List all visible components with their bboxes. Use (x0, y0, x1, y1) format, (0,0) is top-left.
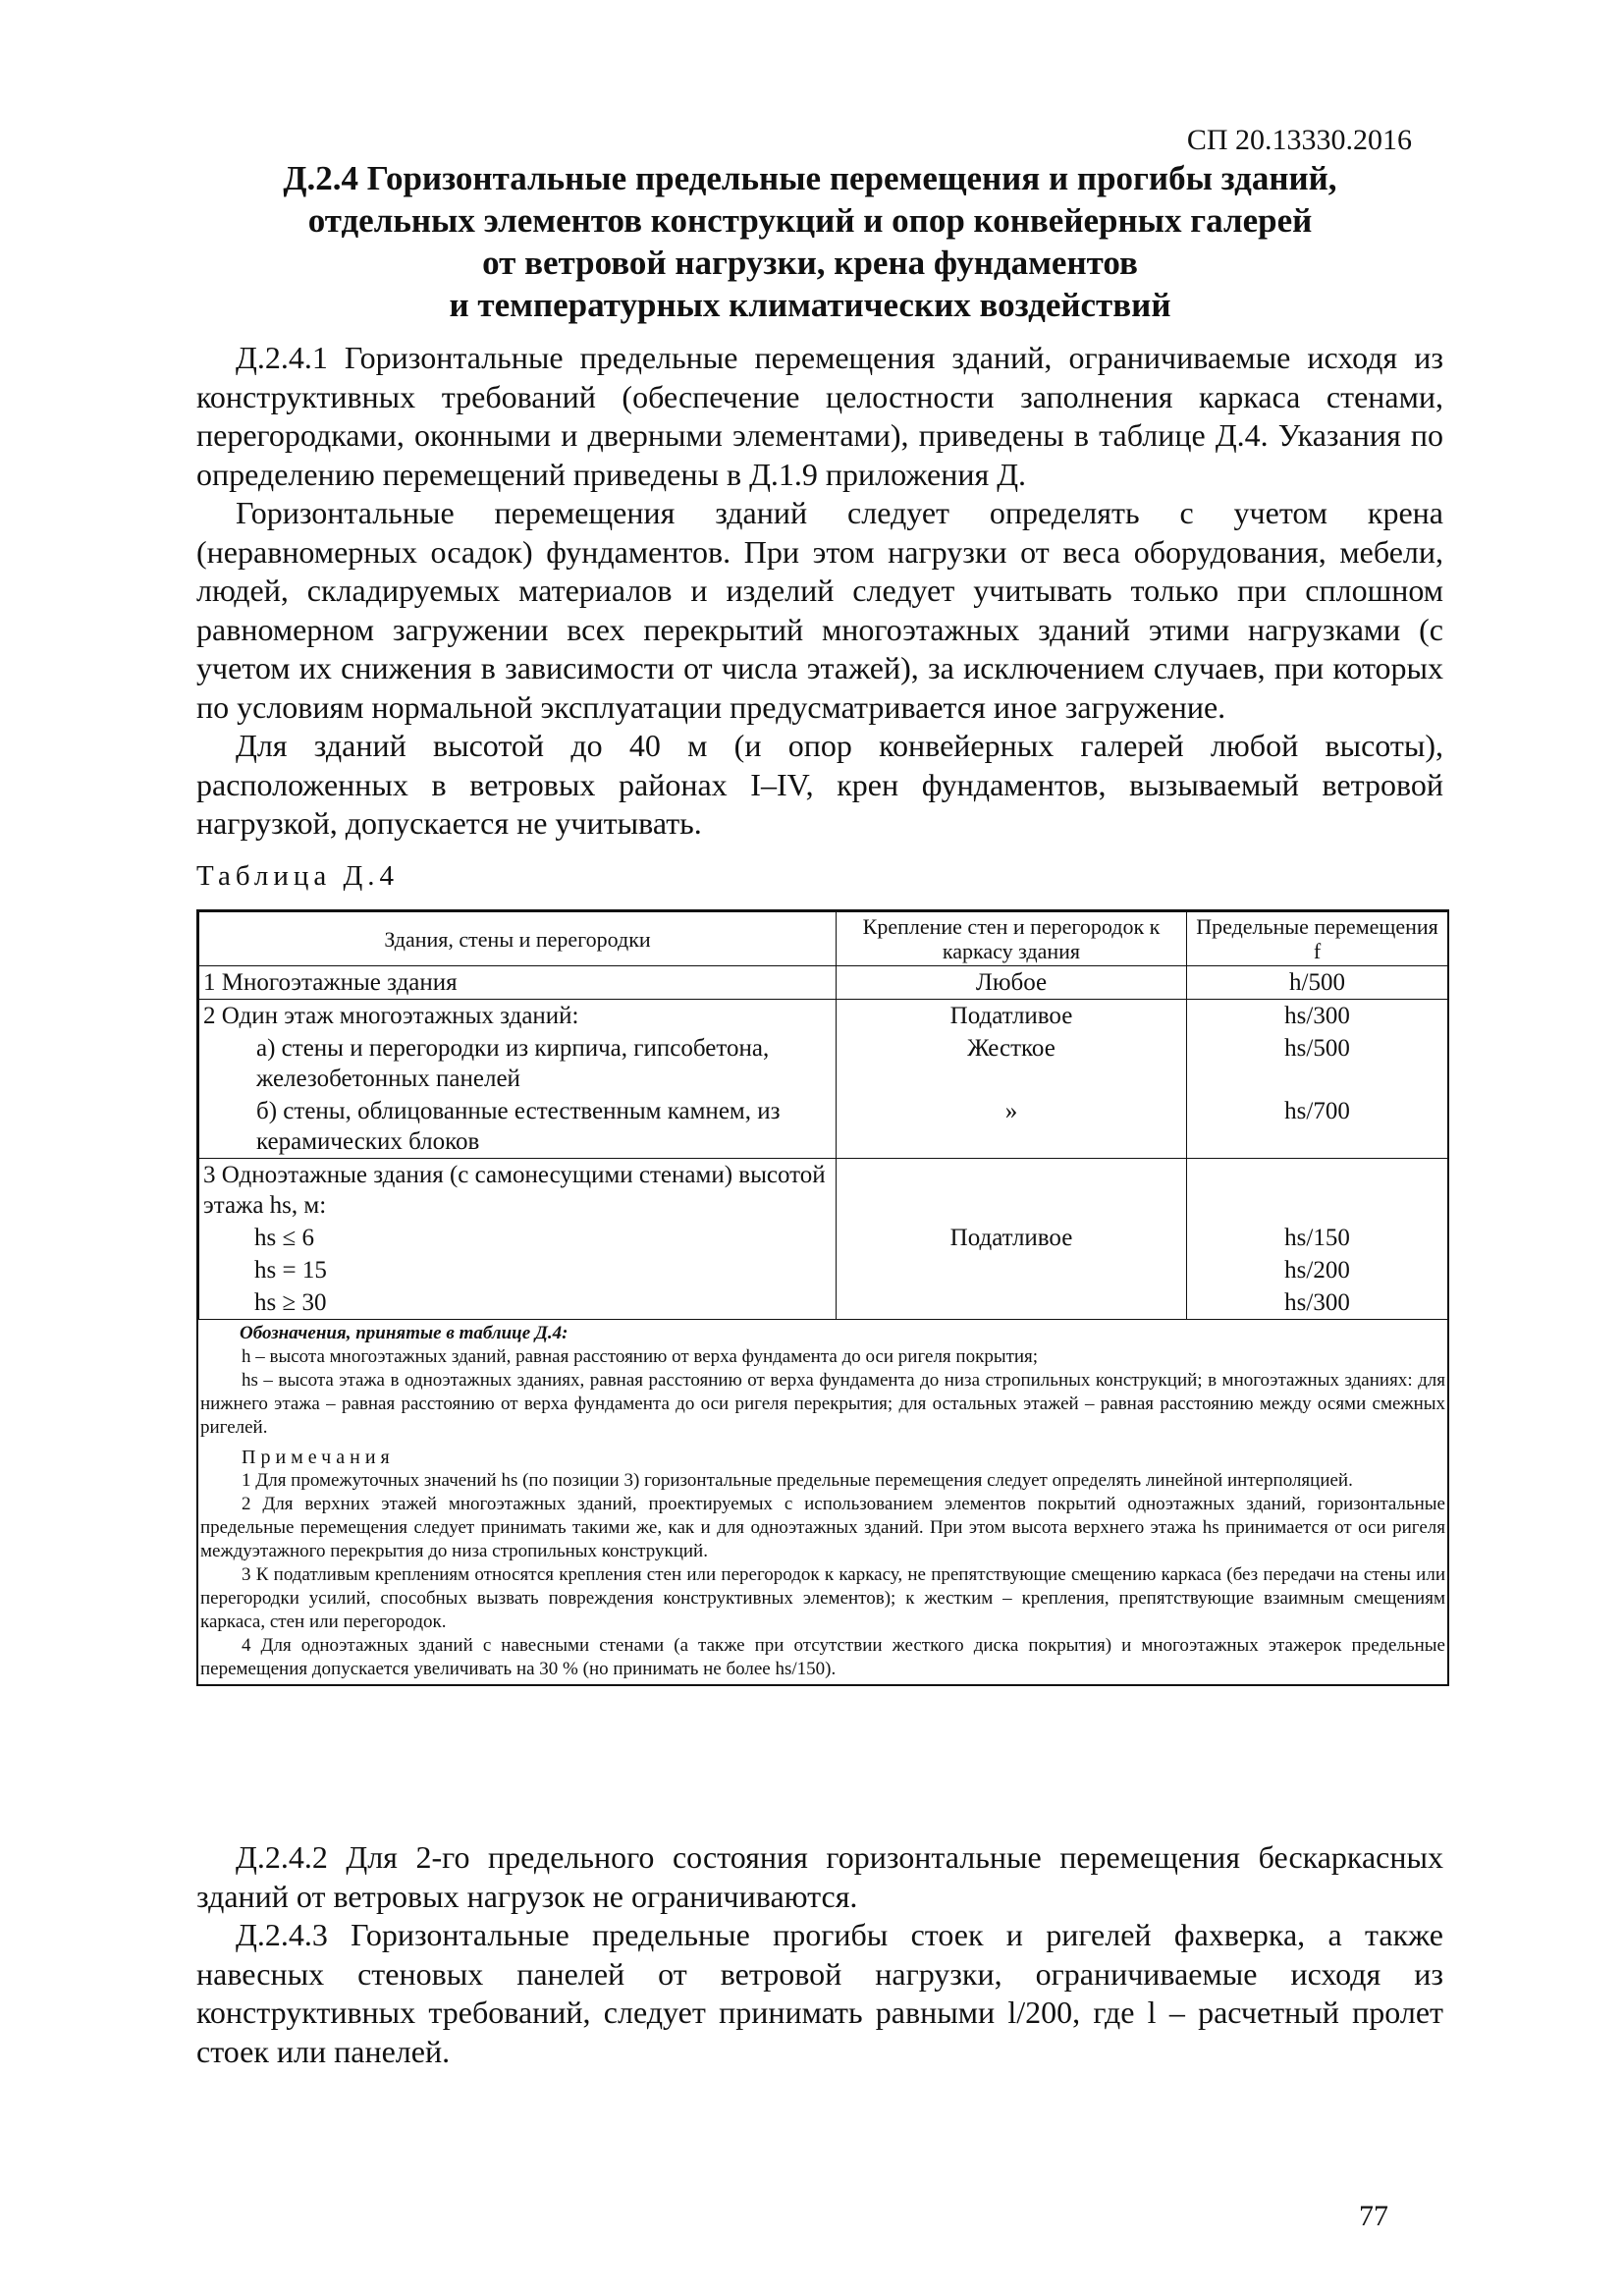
paragraph: Горизонтальные перемещения зданий следует определять с учетом крена (неравномерных осадок) фундаментов. При этом нагрузки от веса оборудования, мебели, людей, складируемых материалов и изделий следует учитывать только при сплошном равномерном загружении всех перекрытий многоэтажных зданий этими нагрузками (с учетом их снижения в зависимости от числа этажей), за исключением случаев, при которых по условиям нормальной эксплуатации предусматривается иное загружение. (196, 495, 1443, 725)
after-table-text (196, 1838, 1443, 2071)
table-cell (199, 1095, 837, 1159)
table-cell: hs/150 (1187, 1222, 1448, 1254)
table-header-row (199, 912, 1448, 966)
heading-line: и температурных климатических воздействий (449, 286, 1171, 324)
table-grid (198, 911, 1448, 1320)
legend-title: Обозначения, принятые в таблице Д.4: (240, 1323, 568, 1343)
table-cell (199, 1254, 837, 1286)
table-cell: 3 Одноэтажные здания (с самонесущими стенами) высотой этажа hs, м: (199, 1159, 837, 1223)
table-cell: Податливое (837, 1000, 1187, 1033)
table-row (199, 966, 1448, 1000)
table-cell (837, 1159, 1187, 1223)
table-cell: 1 Многоэтажные здания (199, 966, 837, 1000)
table-cell: » (837, 1095, 1187, 1159)
col-header: Предельные перемещения f (1187, 912, 1448, 966)
table-row (199, 1032, 1448, 1095)
table-cell: hs/500 (1187, 1032, 1448, 1095)
table-row (199, 1254, 1448, 1286)
notes-title: Примечания (242, 1447, 395, 1468)
note-item: 4 Для одноэтажных зданий с навесными стенами (а также при отсутствии жесткого диска покрытия) и многоэтажных этажерок предельные перемещения допускается увеличивать на 30 % (но принимать не более hs/150). (200, 1635, 1445, 1679)
table-row (199, 1286, 1448, 1320)
document-code: СП 20.13330.2016 (1186, 124, 1412, 156)
table-cell: Податливое (837, 1222, 1187, 1254)
table-cell: 2 Один этаж многоэтажных зданий: (199, 1000, 837, 1033)
table-cell: hs/700 (1187, 1095, 1448, 1159)
table-row (199, 1222, 1448, 1254)
body-text (196, 339, 1443, 844)
table-cell (1187, 1159, 1448, 1223)
table-cell: hs/200 (1187, 1254, 1448, 1286)
page-number: 77 (1359, 2200, 1388, 2232)
row-text: hs ≥ 30 (254, 1289, 327, 1316)
col-header: Крепление стен и перегородок к каркасу здания (837, 912, 1187, 966)
row-text: hs ≤ 6 (254, 1225, 314, 1251)
table-caption: Таблица Д.4 (196, 860, 400, 892)
heading-line: от ветровой нагрузки, крена фундаментов (482, 244, 1138, 282)
row-text: hs = 15 (254, 1257, 327, 1284)
note-item: 3 К податливым креплениям относятся крепления стен или перегородок к каркасу, не препятствующие смещению каркаса (без передачи на стены или перегородки усилий, способных вызвать повреждения конструктивных элементов); к жестким – крепления, препятствующие взаимным смещениям каркаса, стен или перегородок. (200, 1564, 1445, 1632)
table-cell: Жесткое (837, 1032, 1187, 1095)
table-cell: Любое (837, 966, 1187, 1000)
legend-item: h – высота многоэтажных зданий, равная расстоянию от верха фундамента до оси ригеля покрытия; (242, 1346, 1039, 1367)
table-cell (199, 1032, 837, 1095)
table-d4 (196, 909, 1449, 1686)
table-cell (837, 1254, 1187, 1286)
row-text: б) стены, облицованные естественным камнем, из керамических блоков (256, 1098, 781, 1155)
table-row (199, 1159, 1448, 1223)
paragraph: Д.2.4.2 Для 2-го предельного состояния горизонтальные перемещения бескаркасных зданий от ветровых нагрузок не ограничиваются. (196, 1839, 1443, 1914)
row-text: а) стены и перегородки из кирпича, гипсобетона, железобетонных панелей (256, 1035, 770, 1092)
table-cell (199, 1286, 837, 1320)
paragraph: Д.2.4.1 Горизонтальные предельные перемещения зданий, ограничиваемые исходя из конструктивных требований (обеспечение целостности заполнения каркаса стенами, перегородками, оконными и дверными элементами), приведены в таблице Д.4. Указания по определению перемещений приведены в Д.1.9 приложения Д. (196, 340, 1443, 492)
note-item: 1 Для промежуточных значений hs (по позиции 3) горизонтальные предельные перемещения следует определять линейной интерполяцией. (242, 1470, 1353, 1491)
legend-item: hs – высота этажа в одноэтажных зданиях, равная расстоянию от верха фундамента до низа стропильных конструкций; в многоэтажных зданиях: для нижнего этажа – равная расстоянию от верха фундамента до оси ригеля перекрытия; для остальных этажей – равная расстоянию между осями смежных ригелей. (200, 1370, 1445, 1438)
paragraph: Для зданий высотой до 40 м (и опор конвейерных галерей любой высоты), расположенных в ветровых районах I–IV, крен фундаментов, вызываемый ветровой нагрузкой, допускается не учитывать. (196, 728, 1443, 841)
heading-line: отдельных элементов конструкций и опор конвейерных галерей (307, 201, 1313, 240)
table-row (199, 1000, 1448, 1033)
table-cell: hs/300 (1187, 1286, 1448, 1320)
paragraph: Д.2.4.3 Горизонтальные предельные прогибы стоек и ригелей фахверка, а также навесных стеновых панелей от ветровой нагрузки, ограничиваемые исходя из конструктивных требований, следует принимать равными l/200, где l – расчетный пролет стоек или панелей. (196, 1917, 1443, 2069)
col-header: Здания, стены и перегородки (199, 912, 837, 966)
table-cell: hs/300 (1187, 1000, 1448, 1033)
note-item: 2 Для верхних этажей многоэтажных зданий, проектируемых с использованием элементов покрытий одноэтажных зданий, горизонтальные предельные перемещения следует принимать такими же, как и для одноэтажных зданий. При этом высота верхнего этажа hs принимается от оси ригеля междуэтажного перекрытия до низа стропильных конструкций. (200, 1494, 1445, 1561)
table-cell (199, 1222, 837, 1254)
table-row (199, 1095, 1448, 1159)
table-cell: h/500 (1187, 966, 1448, 1000)
table-cell (837, 1286, 1187, 1320)
table-notes (198, 1320, 1447, 1684)
heading-line: Д.2.4 Горизонтальные предельные перемещения и прогибы зданий, (283, 159, 1337, 197)
section-heading (177, 157, 1443, 326)
